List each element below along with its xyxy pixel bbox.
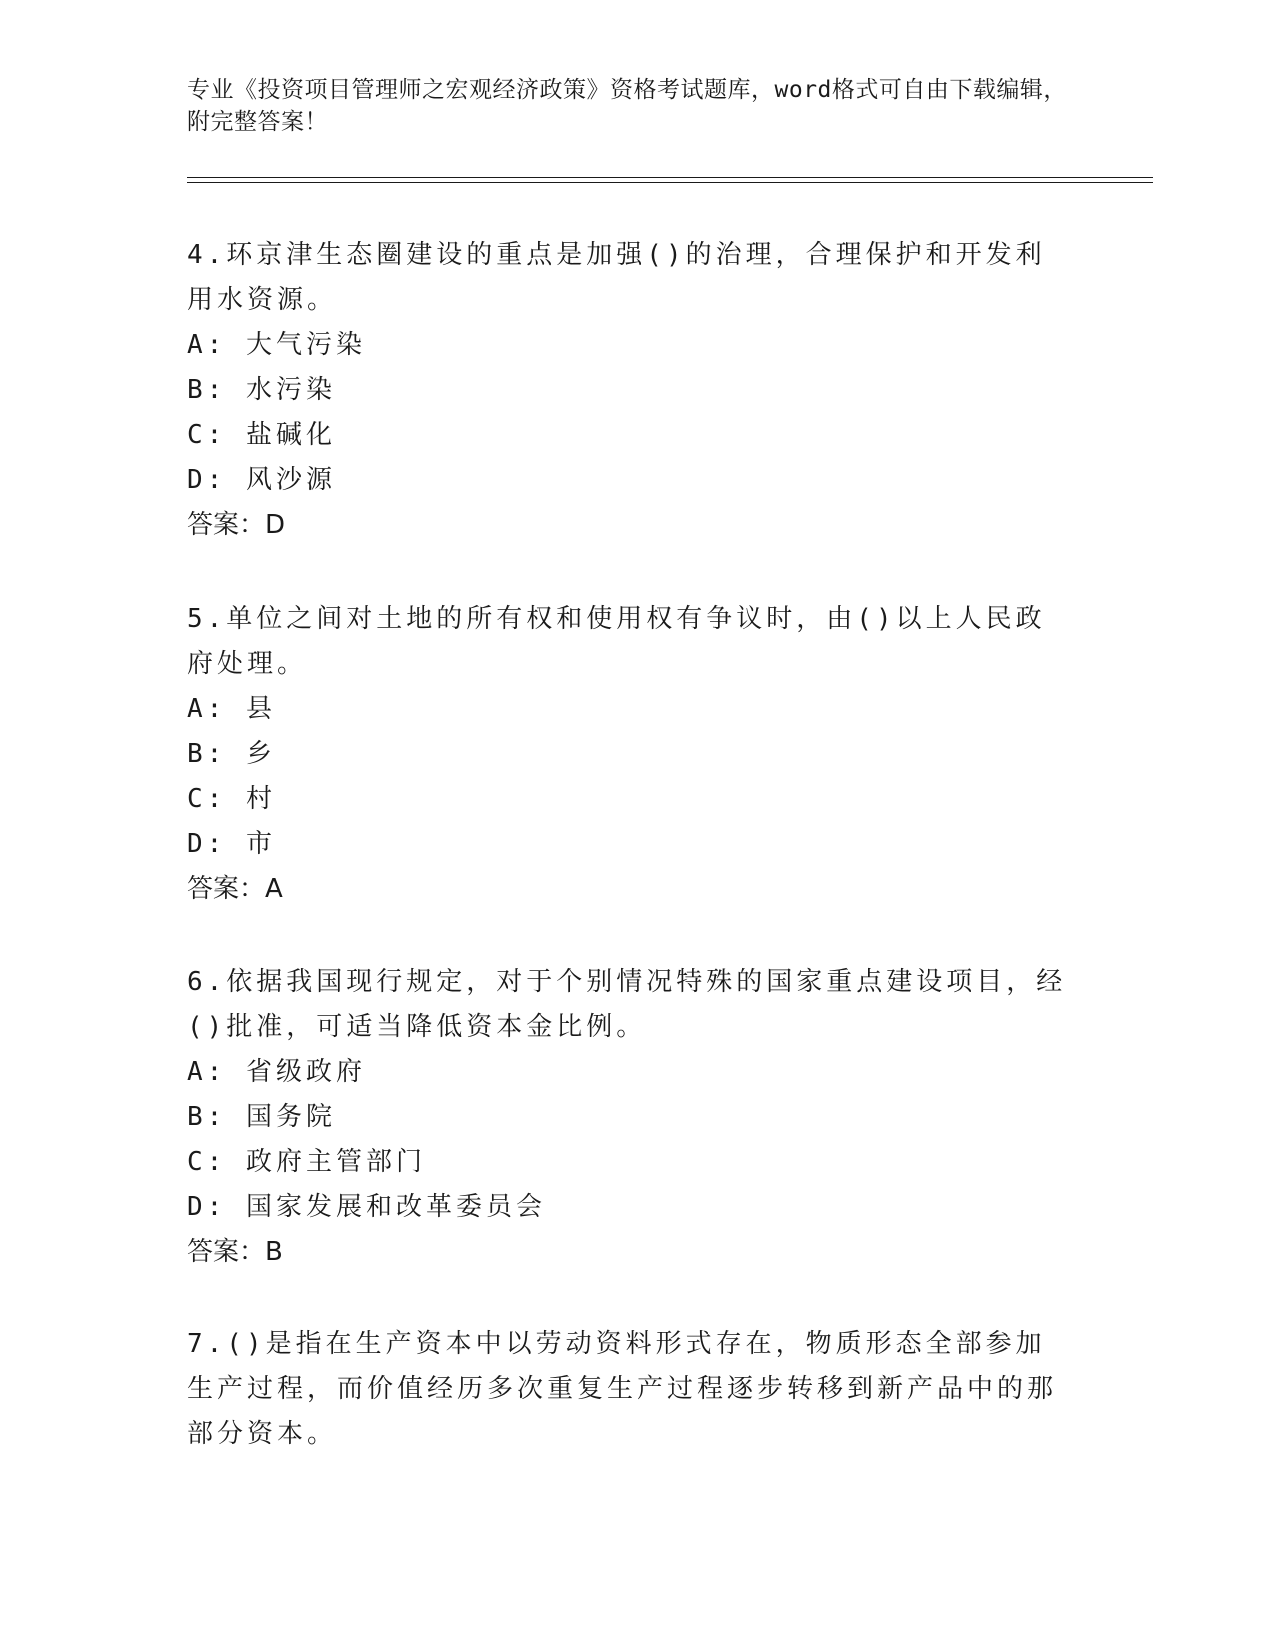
- question-stem: 5.单位之间对土地的所有权和使用权有争议时，由()以上人民政府处理。: [187, 604, 1046, 679]
- option-text: 乡: [245, 739, 276, 769]
- option-d: [187, 458, 1067, 503]
- answer: 答案：B: [187, 1237, 283, 1267]
- option-text: 盐碱化: [245, 420, 336, 450]
- option-a: [187, 687, 1067, 732]
- option-a: [187, 1050, 1067, 1095]
- option-a: [187, 323, 1067, 368]
- option-label: C:: [187, 784, 227, 814]
- question-stem: 4.环京津生态圈建设的重点是加强()的治理，合理保护和开发利用水资源。: [187, 240, 1046, 315]
- option-c: [187, 1140, 1067, 1185]
- option-b: [187, 732, 1067, 777]
- option-text: 村: [245, 784, 276, 814]
- question-7: [187, 1322, 1067, 1457]
- option-label: A:: [187, 694, 227, 724]
- answer: 答案：A: [187, 874, 283, 904]
- option-b: [187, 1095, 1067, 1140]
- question-stem: 7.()是指在生产资本中以劳动资料形式存在，物质形态全部参加生产过程，而价值经历多次重复生产过程逐步转移到新产品中的那部分资本。: [187, 1329, 1058, 1449]
- option-label: B:: [187, 1102, 227, 1132]
- answer: 答案：D: [187, 510, 286, 540]
- option-text: 市: [245, 829, 276, 859]
- option-label: A:: [187, 330, 227, 360]
- option-text: 大气污染: [245, 330, 366, 360]
- option-text: 国务院: [245, 1102, 336, 1132]
- question-6: [187, 960, 1067, 1275]
- option-text: 风沙源: [245, 465, 336, 495]
- option-label: D:: [187, 465, 227, 495]
- option-label: D:: [187, 1192, 227, 1222]
- option-d: [187, 1185, 1067, 1230]
- option-label: D:: [187, 829, 227, 859]
- option-b: [187, 368, 1067, 413]
- question-5: [187, 597, 1067, 912]
- option-c: [187, 413, 1067, 458]
- option-label: C:: [187, 1147, 227, 1177]
- question-4: [187, 233, 1067, 548]
- option-text: 省级政府: [245, 1057, 366, 1087]
- option-label: C:: [187, 420, 227, 450]
- option-d: [187, 822, 1067, 867]
- document-header: 专业《投资项目管理师之宏观经济政策》资格考试题库，word格式可自由下载编辑，附完整答案！: [187, 77, 1067, 135]
- option-label: B:: [187, 739, 227, 769]
- option-text: 县: [245, 694, 276, 724]
- option-text: 水污染: [245, 375, 336, 405]
- option-text: 国家发展和改革委员会: [245, 1192, 546, 1222]
- option-c: [187, 777, 1067, 822]
- header-rule-top: [187, 177, 1153, 178]
- option-label: B:: [187, 375, 227, 405]
- header-rule-bottom: [187, 182, 1153, 183]
- option-label: A:: [187, 1057, 227, 1087]
- question-stem: 6.依据我国现行规定，对于个别情况特殊的国家重点建设项目，经()批准，可适当降低资本金比例。: [187, 967, 1067, 1042]
- option-text: 政府主管部门: [245, 1147, 426, 1177]
